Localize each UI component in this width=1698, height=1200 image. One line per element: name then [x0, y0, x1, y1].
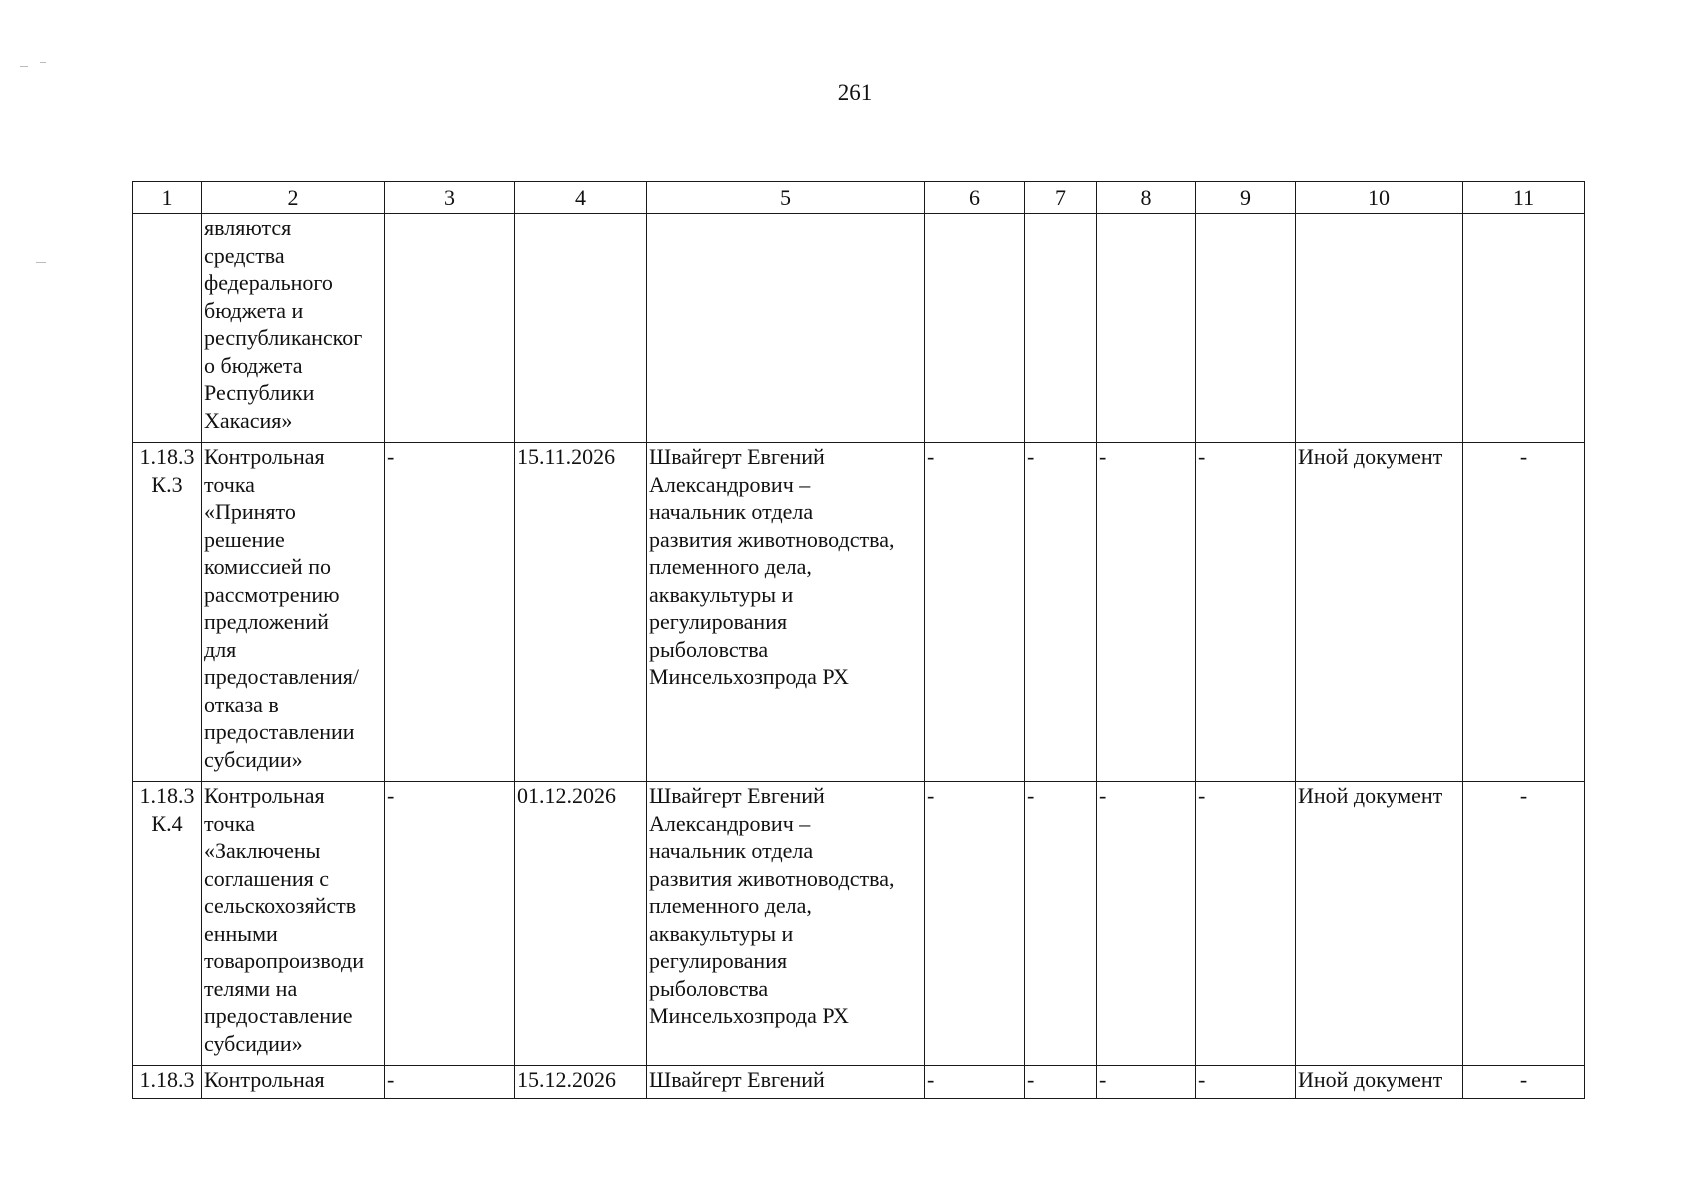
table-cell [1097, 214, 1196, 443]
item-number-cell [133, 214, 202, 443]
table-cell: - [1025, 443, 1097, 782]
table-cell: - [1097, 443, 1196, 782]
column-number-header: 4 [515, 182, 647, 214]
date-cell: 15.12.2026 [515, 1066, 647, 1099]
table-cell: - [385, 1066, 515, 1099]
responsible-cell: Швайгерт Евгений Александрович – начальник отдела развития животноводства, племенного дела, аквакультуры и регулирования рыболовства Минсельхозпрода РХ [647, 782, 925, 1066]
table-cell [385, 214, 515, 443]
date-cell: 01.12.2026 [515, 782, 647, 1066]
description-cell: Контрольная [202, 1066, 385, 1099]
column-number-header: 6 [925, 182, 1025, 214]
table-cell: - [1097, 782, 1196, 1066]
column-number-header: 2 [202, 182, 385, 214]
table-cell [925, 214, 1025, 443]
scan-artifact [40, 62, 46, 63]
document-type-cell [1296, 214, 1463, 443]
column-number-header: 7 [1025, 182, 1097, 214]
column-number-header: 11 [1463, 182, 1585, 214]
table-cell: - [925, 782, 1025, 1066]
column-number-header: 1 [133, 182, 202, 214]
description-cell: являются средства федерального бюджета и республиканског о бюджета Республики Хакасия» [202, 214, 385, 443]
item-number-cell: 1.18.3 [133, 1066, 202, 1099]
column-number-header: 9 [1196, 182, 1296, 214]
date-cell: 15.11.2026 [515, 443, 647, 782]
document-type-cell: Иной документ [1296, 443, 1463, 782]
column-number-header: 5 [647, 182, 925, 214]
table-cell: - [925, 1066, 1025, 1099]
table-cell [1196, 214, 1296, 443]
plan-table [132, 181, 1585, 1099]
table-cell: - [1463, 443, 1585, 782]
column-number-header: 3 [385, 182, 515, 214]
date-cell [515, 214, 647, 443]
table-cell: - [1097, 1066, 1196, 1099]
table-cell: - [1196, 1066, 1296, 1099]
table-cell: - [925, 443, 1025, 782]
table-cell: - [1196, 443, 1296, 782]
table-row [133, 443, 1585, 782]
page-number: 261 [837, 80, 873, 105]
responsible-cell: Швайгерт Евгений [647, 1066, 925, 1099]
document-type-cell: Иной документ [1296, 782, 1463, 1066]
table-row [133, 214, 1585, 443]
responsible-cell: Швайгерт Евгений Александрович – начальник отдела развития животноводства, племенного дела, аквакультуры и регулирования рыболовства Минсельхозпрода РХ [647, 443, 925, 782]
table-cell: - [1025, 1066, 1097, 1099]
scan-artifact [36, 262, 46, 263]
table-cell: - [385, 782, 515, 1066]
description-cell: Контрольная точка «Принято решение комиссией по рассмотрению предложений для предоставления/ отказа в предоставлении субсидии» [202, 443, 385, 782]
document-type-cell: Иной документ [1296, 1066, 1463, 1099]
responsible-cell [647, 214, 925, 443]
column-number-header: 8 [1097, 182, 1196, 214]
table-cell: - [1196, 782, 1296, 1066]
item-number-cell: 1.18.3 К.4 [133, 782, 202, 1066]
table-row [133, 782, 1585, 1066]
description-cell: Контрольная точка «Заключены соглашения с сельскохозяйств енными товаропроизводи телями на предоставление субсидии» [202, 782, 385, 1066]
table-row [133, 1066, 1585, 1099]
table-cell: - [1463, 782, 1585, 1066]
table-cell: - [1025, 782, 1097, 1066]
table-header-row [133, 182, 1585, 214]
column-number-header: 10 [1296, 182, 1463, 214]
table-cell: - [1463, 1066, 1585, 1099]
item-number-cell: 1.18.3 К.3 [133, 443, 202, 782]
table-cell [1025, 214, 1097, 443]
scan-artifact [20, 66, 28, 67]
table-cell: - [385, 443, 515, 782]
table-cell [1463, 214, 1585, 443]
